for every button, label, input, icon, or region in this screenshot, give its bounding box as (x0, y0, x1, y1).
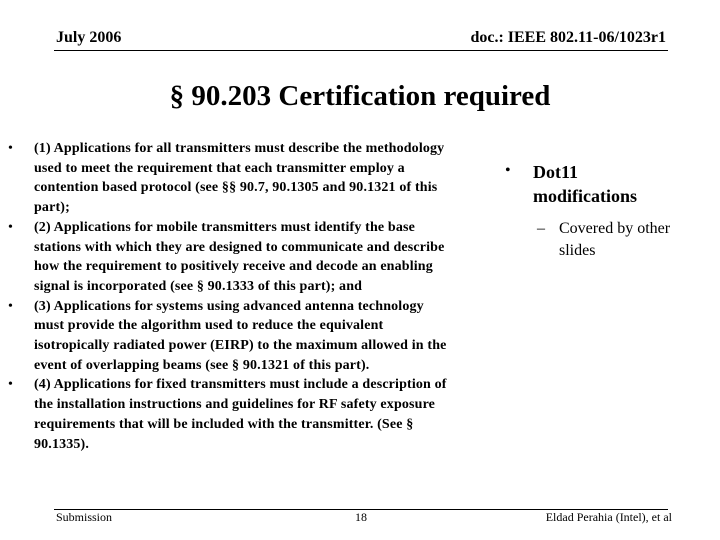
bullet-icon: • (505, 162, 511, 179)
right-main-text: Dot11 modifications (533, 162, 638, 206)
list-item-text: (4) Applications for fixed transmitters must include a description of the installation instructions and guidelines for RF safety exposure requirements that will be included with the transmitter. (See § 90.1335). (34, 377, 447, 452)
header-doc-id: doc.: IEEE 802.11-06/1023r1 (470, 29, 666, 46)
footer-author: Eldad Perahia (Intel), et al (545, 510, 672, 524)
header-divider (54, 50, 668, 51)
slide-title: § 90.203 Certification required (169, 80, 551, 112)
list-item (8, 297, 448, 376)
modifications-note (505, 160, 675, 262)
list-item (8, 139, 448, 218)
bullet-icon: • (8, 219, 14, 235)
right-sub-text: Covered by other slides (559, 220, 671, 259)
list-item (8, 218, 448, 297)
list-item-text: (3) Applications for systems using advanced antenna technology must provide the algorithm used to reduce the equivalent isotropically radiated power (EIRP) to the maximum allowed in the event of overlapping beams (see § 90.1321 of this part). (34, 298, 447, 373)
footer-submission: Submission (56, 510, 113, 524)
requirements-list (8, 139, 448, 454)
bullet-icon: • (8, 141, 14, 156)
dash-icon: – (537, 220, 545, 237)
bullet-icon: • (8, 298, 14, 314)
list-item-text: (1) Applications for all transmitters must describe the methodology used to meet the requirement that each transmitter employ a contention based protocol (see §§ 90.7, 90.1305 and 90.1321 of this part); (34, 141, 445, 216)
page-number: 18 (355, 510, 367, 524)
list-item-text: (2) Applications for mobile transmitters must identify the base stations with which they are designed to communicate and describe how the requirement to positively receive and decode an enabling signal is incorporated (see § 90.1333 of this part); and (34, 219, 445, 294)
header-date: July 2006 (56, 29, 122, 46)
bullet-icon: • (8, 377, 14, 393)
right-bullet (505, 160, 675, 208)
list-item (8, 375, 448, 454)
right-sub-bullet (537, 218, 675, 262)
